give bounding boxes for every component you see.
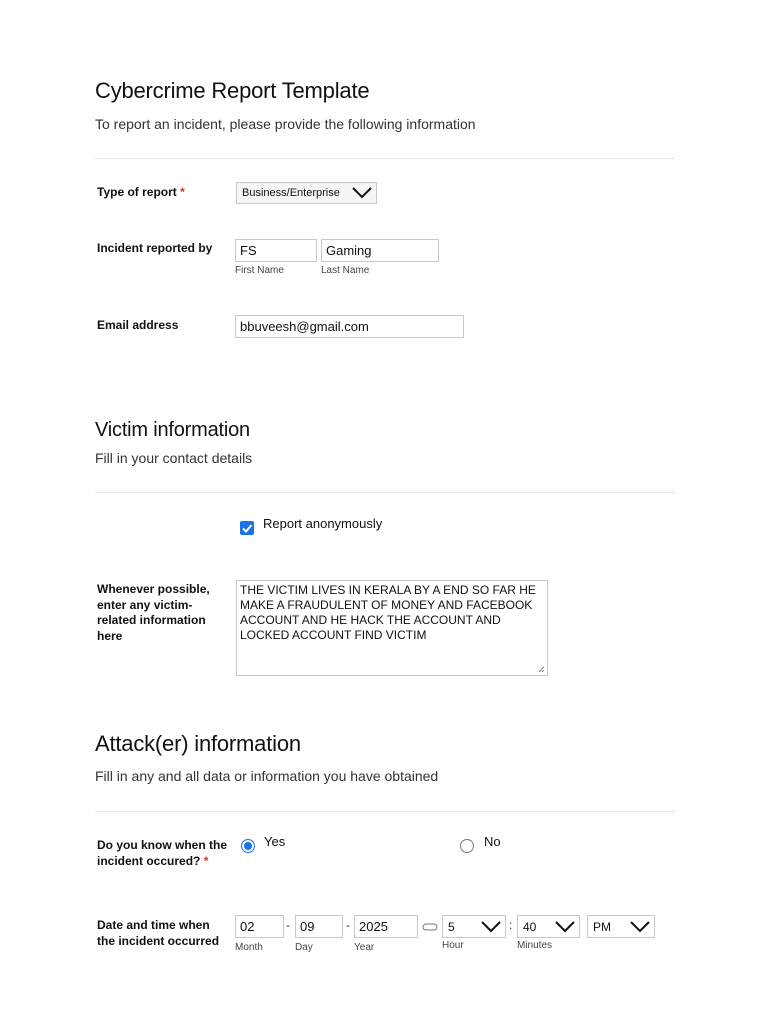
yes-label: Yes <box>264 834 286 849</box>
last-name-input[interactable]: Gaming <box>321 239 439 262</box>
minutes-hint: Minutes <box>517 940 553 951</box>
chevron-down-icon <box>477 919 505 935</box>
victim-section-subtitle: Fill in your contact details <box>95 450 253 466</box>
divider <box>95 158 675 159</box>
ampm-select[interactable] <box>587 915 655 938</box>
day-input[interactable]: 09 <box>295 915 343 938</box>
calendar-icon[interactable] <box>422 922 438 932</box>
yes-radio[interactable] <box>241 839 255 853</box>
month-input[interactable]: 02 <box>235 915 284 938</box>
email-label: Email address <box>97 318 179 332</box>
divider <box>95 492 675 493</box>
type-of-report-value: Business/Enterprise <box>242 187 340 199</box>
report-anonymously-label: Report anonymously <box>263 516 383 531</box>
no-label: No <box>484 834 501 849</box>
time-separator: : <box>509 918 513 932</box>
know-when-label: Do you know when the incident occured? * <box>97 838 228 868</box>
minutes-select[interactable] <box>517 915 580 938</box>
resize-handle-icon[interactable] <box>538 666 545 673</box>
victim-details-label: Whenever possible, enter any victim-related information here <box>97 582 210 643</box>
attacker-section-title: Attack(er) information <box>95 731 301 756</box>
check-icon <box>241 522 253 534</box>
report-anonymously-checkbox[interactable] <box>240 521 254 535</box>
hour-value: 5 <box>448 919 455 934</box>
ampm-value: PM <box>593 919 611 934</box>
page-title: Cybercrime Report Template <box>95 78 370 103</box>
year-hint: Year <box>354 942 375 953</box>
date-separator: - <box>286 918 290 932</box>
type-of-report-select[interactable] <box>236 182 377 204</box>
first-name-hint: First Name <box>235 265 284 276</box>
last-name-hint: Last Name <box>321 265 370 276</box>
hour-hint: Hour <box>442 940 464 951</box>
attacker-section-subtitle: Fill in any and all data or information you have obtained <box>95 768 439 784</box>
date-separator: - <box>346 918 350 932</box>
type-of-report-label: Type of report * <box>97 185 185 199</box>
victim-details-textarea[interactable] <box>236 580 548 676</box>
month-hint: Month <box>235 942 263 953</box>
reported-by-label: Incident reported by <box>97 241 213 255</box>
divider <box>95 811 675 812</box>
datetime-label: Date and time when the incident occurred <box>97 918 220 948</box>
year-input[interactable]: 2025 <box>354 915 418 938</box>
victim-section-title: Victim information <box>95 419 250 441</box>
first-name-input[interactable]: FS <box>235 239 317 262</box>
minutes-value: 40 <box>523 919 537 934</box>
email-input[interactable]: bbuveesh@gmail.com <box>235 315 464 338</box>
no-radio[interactable] <box>460 839 474 853</box>
chevron-down-icon <box>348 185 376 201</box>
chevron-down-icon <box>626 919 654 935</box>
page-intro: To report an incident, please provide the following information <box>95 116 476 132</box>
hour-select[interactable] <box>442 915 506 938</box>
victim-details-value: THE VICTIM LIVES IN KERALA BY A END SO FAR HE MAKE A FRAUDULENT OF MONEY AND FACEBOOK ACCOUNT AND HE HACK THE ACCOUNT AND LOCKED ACCOUNT FIND VICTIM <box>240 583 536 642</box>
chevron-down-icon <box>551 919 579 935</box>
day-hint: Day <box>295 942 313 953</box>
